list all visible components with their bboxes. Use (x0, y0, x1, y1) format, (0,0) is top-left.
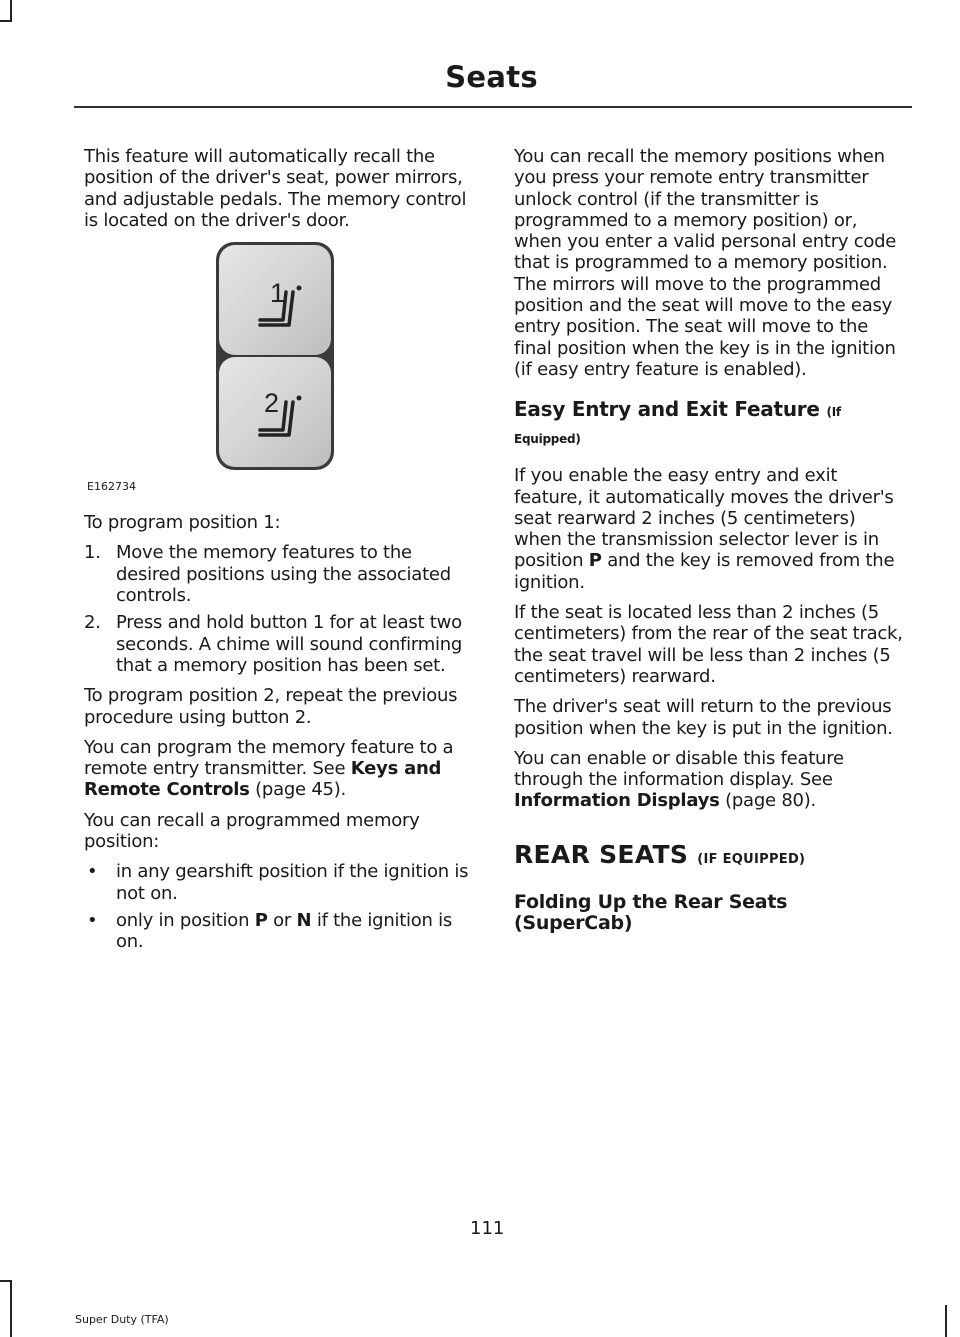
bullet-1-marker: • (87, 861, 98, 883)
easy-entry-paragraph-1 (514, 465, 908, 593)
step-2-text: Press and hold button 1 for at least two seconds. A chime will sound confirming that a memory position has been set. (116, 612, 463, 676)
easy-entry-heading (514, 397, 908, 451)
bullet-2 (84, 910, 476, 953)
recall-heading: You can recall a programmed memory position: (84, 809, 420, 853)
easy-entry-heading-suffix: (If Equipped) (514, 405, 841, 447)
rear-seats-heading-text: REAR SEATS (514, 839, 689, 869)
folding-rear-seats-heading: Folding Up the Rear Seats (SuperCab) (514, 891, 788, 935)
crop-mark-top-left-v (10, 0, 12, 22)
footer-model: Super Duty (TFA) (75, 1313, 169, 1326)
memory-button-1-label: 1 (270, 278, 285, 309)
bullet-2-n: N (296, 909, 312, 931)
crop-mark-top-left-h (0, 20, 12, 22)
memory-buttons-figure (84, 240, 476, 502)
easy-p1-text: If you enable the easy entry and exit feature, it automatically moves the driver's seat rearward 2 inches (5 centimeters) when the transmission selector lever is in position (514, 465, 894, 572)
program-position-1-heading: To program position 1: (84, 512, 281, 534)
recall-memory-paragraph: You can recall the memory positions when you press your remote entry transmitter unlock control (if the transmitter is programmed to a memory position) or, when you enter a valid personal entry code that is programmed to a memory position. The mirrors will move to the programmed position and the seat will move to the easy entry position. The seat will move to the final position when the key is in the ignition (if easy entry feature is enabled). (514, 146, 897, 380)
easy-entry-heading-text: Easy Entry and Exit Feature (514, 397, 820, 422)
easy-p1-p: P (588, 550, 602, 572)
intro-paragraph: This feature will automatically recall the position of the driver's seat, power mirrors, and adjustable pedals. The memory control is located on the driver's door. (84, 146, 467, 231)
rear-seats-heading-suffix: (IF EQUIPPED) (697, 851, 806, 867)
page-title: Seats (445, 60, 538, 94)
header-rule (74, 106, 912, 108)
step-2 (84, 612, 476, 676)
program-position-2-paragraph: To program position 2, repeat the previous procedure using button 2. (84, 685, 458, 728)
left-column (84, 146, 476, 959)
bullet-2-text: only in position (116, 909, 255, 931)
figure-code: E162734 (87, 479, 136, 493)
step-1-text: Move the memory features to the desired positions using the associated controls. (116, 542, 451, 607)
keys-remote-link[interactable]: Keys and Remote Controls (84, 758, 442, 801)
page-number: 111 (470, 1218, 505, 1239)
easy-p4-page-ref: (page 80). (719, 790, 816, 812)
rear-seats-heading (514, 839, 908, 870)
crop-mark-bottom-left-v (10, 1280, 12, 1337)
information-displays-link[interactable]: Information Displays (514, 790, 720, 812)
crop-mark-bottom-left-h (0, 1280, 12, 1282)
bullet-2-after: if the ignition is on. (116, 909, 453, 953)
step-2-number: 2. (84, 612, 101, 634)
bullet-1 (84, 861, 476, 904)
easy-p4-text: You can enable or disable this feature through the information display. See (514, 747, 844, 791)
easy-p1-after: and the key is removed from the ignition. (514, 550, 895, 593)
bullet-2-marker: • (87, 909, 98, 931)
remote-page-ref: (page 45). (249, 779, 346, 801)
step-1 (84, 542, 476, 606)
bullet-2-p: P (254, 909, 268, 931)
remote-text: You can program the memory feature to a remote entry transmitter. See (84, 736, 454, 780)
easy-entry-paragraph-3: The driver's seat will return to the previous position when the key is put in the ignition. (514, 696, 893, 739)
memory-button-2-label: 2 (264, 388, 279, 419)
easy-entry-paragraph-4 (514, 748, 908, 812)
bullet-1-text: in any gearshift position if the ignition is not on. (116, 861, 469, 904)
remote-paragraph (84, 737, 476, 801)
crop-mark-bottom-right-v (945, 1305, 947, 1337)
step-1-number: 1. (84, 542, 101, 564)
memory-control-illustration (84, 240, 476, 502)
easy-entry-paragraph-2: If the seat is located less than 2 inches (5 centimeters) from the rear of the seat track, the seat travel will be less than 2 inches (5 centimeters) rearward. (514, 602, 903, 687)
right-column (514, 146, 908, 935)
bullet-2-or: or (267, 909, 297, 931)
